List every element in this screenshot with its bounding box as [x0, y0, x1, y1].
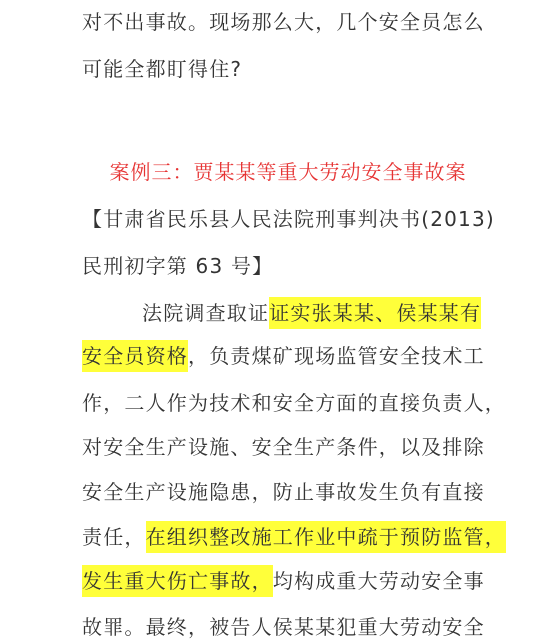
paragraph-line: 安全生产设施隐患，防止事故发生负有直接 — [82, 480, 485, 504]
paragraph-line: 对安全生产设施、安全生产条件，以及排除 — [82, 435, 485, 459]
highlighted-text: 发生重大伤亡事故， — [82, 565, 273, 597]
paragraph-line — [82, 298, 481, 328]
text-run: ，负责煤矿现场监管安全技术工 — [188, 344, 485, 368]
paragraph-line — [82, 341, 485, 371]
highlighted-text: 在组织整改施工作业中疏于预防监管， — [146, 521, 506, 553]
body-line: 可能全都盯得住? — [82, 57, 243, 81]
highlighted-text: 安全员资格 — [82, 340, 188, 372]
citation-line: 民刑初字第 63 号】 — [82, 254, 274, 278]
text-run: 法院调查取证 — [142, 301, 270, 325]
citation-line: 【甘肃省民乐县人民法院刑事判决书(2013) — [82, 207, 495, 231]
highlighted-text: 证实张某某、侯某某有 — [269, 297, 481, 329]
body-line: 对不出事故。现场那么大，几个安全员怎么 — [82, 10, 485, 34]
paragraph-line: 故罪。最终，被告人侯某某犯重大劳动安全 — [82, 615, 485, 639]
text-run: 均构成重大劳动安全事 — [272, 569, 485, 593]
paragraph-line — [82, 522, 506, 552]
paragraph-line: 作，二人作为技术和安全方面的直接负责人， — [82, 391, 506, 415]
case-title: 案例三：贾某某等重大劳动安全事故案 — [109, 160, 467, 184]
text-run: 责任， — [82, 525, 146, 549]
paragraph-line — [82, 566, 485, 596]
